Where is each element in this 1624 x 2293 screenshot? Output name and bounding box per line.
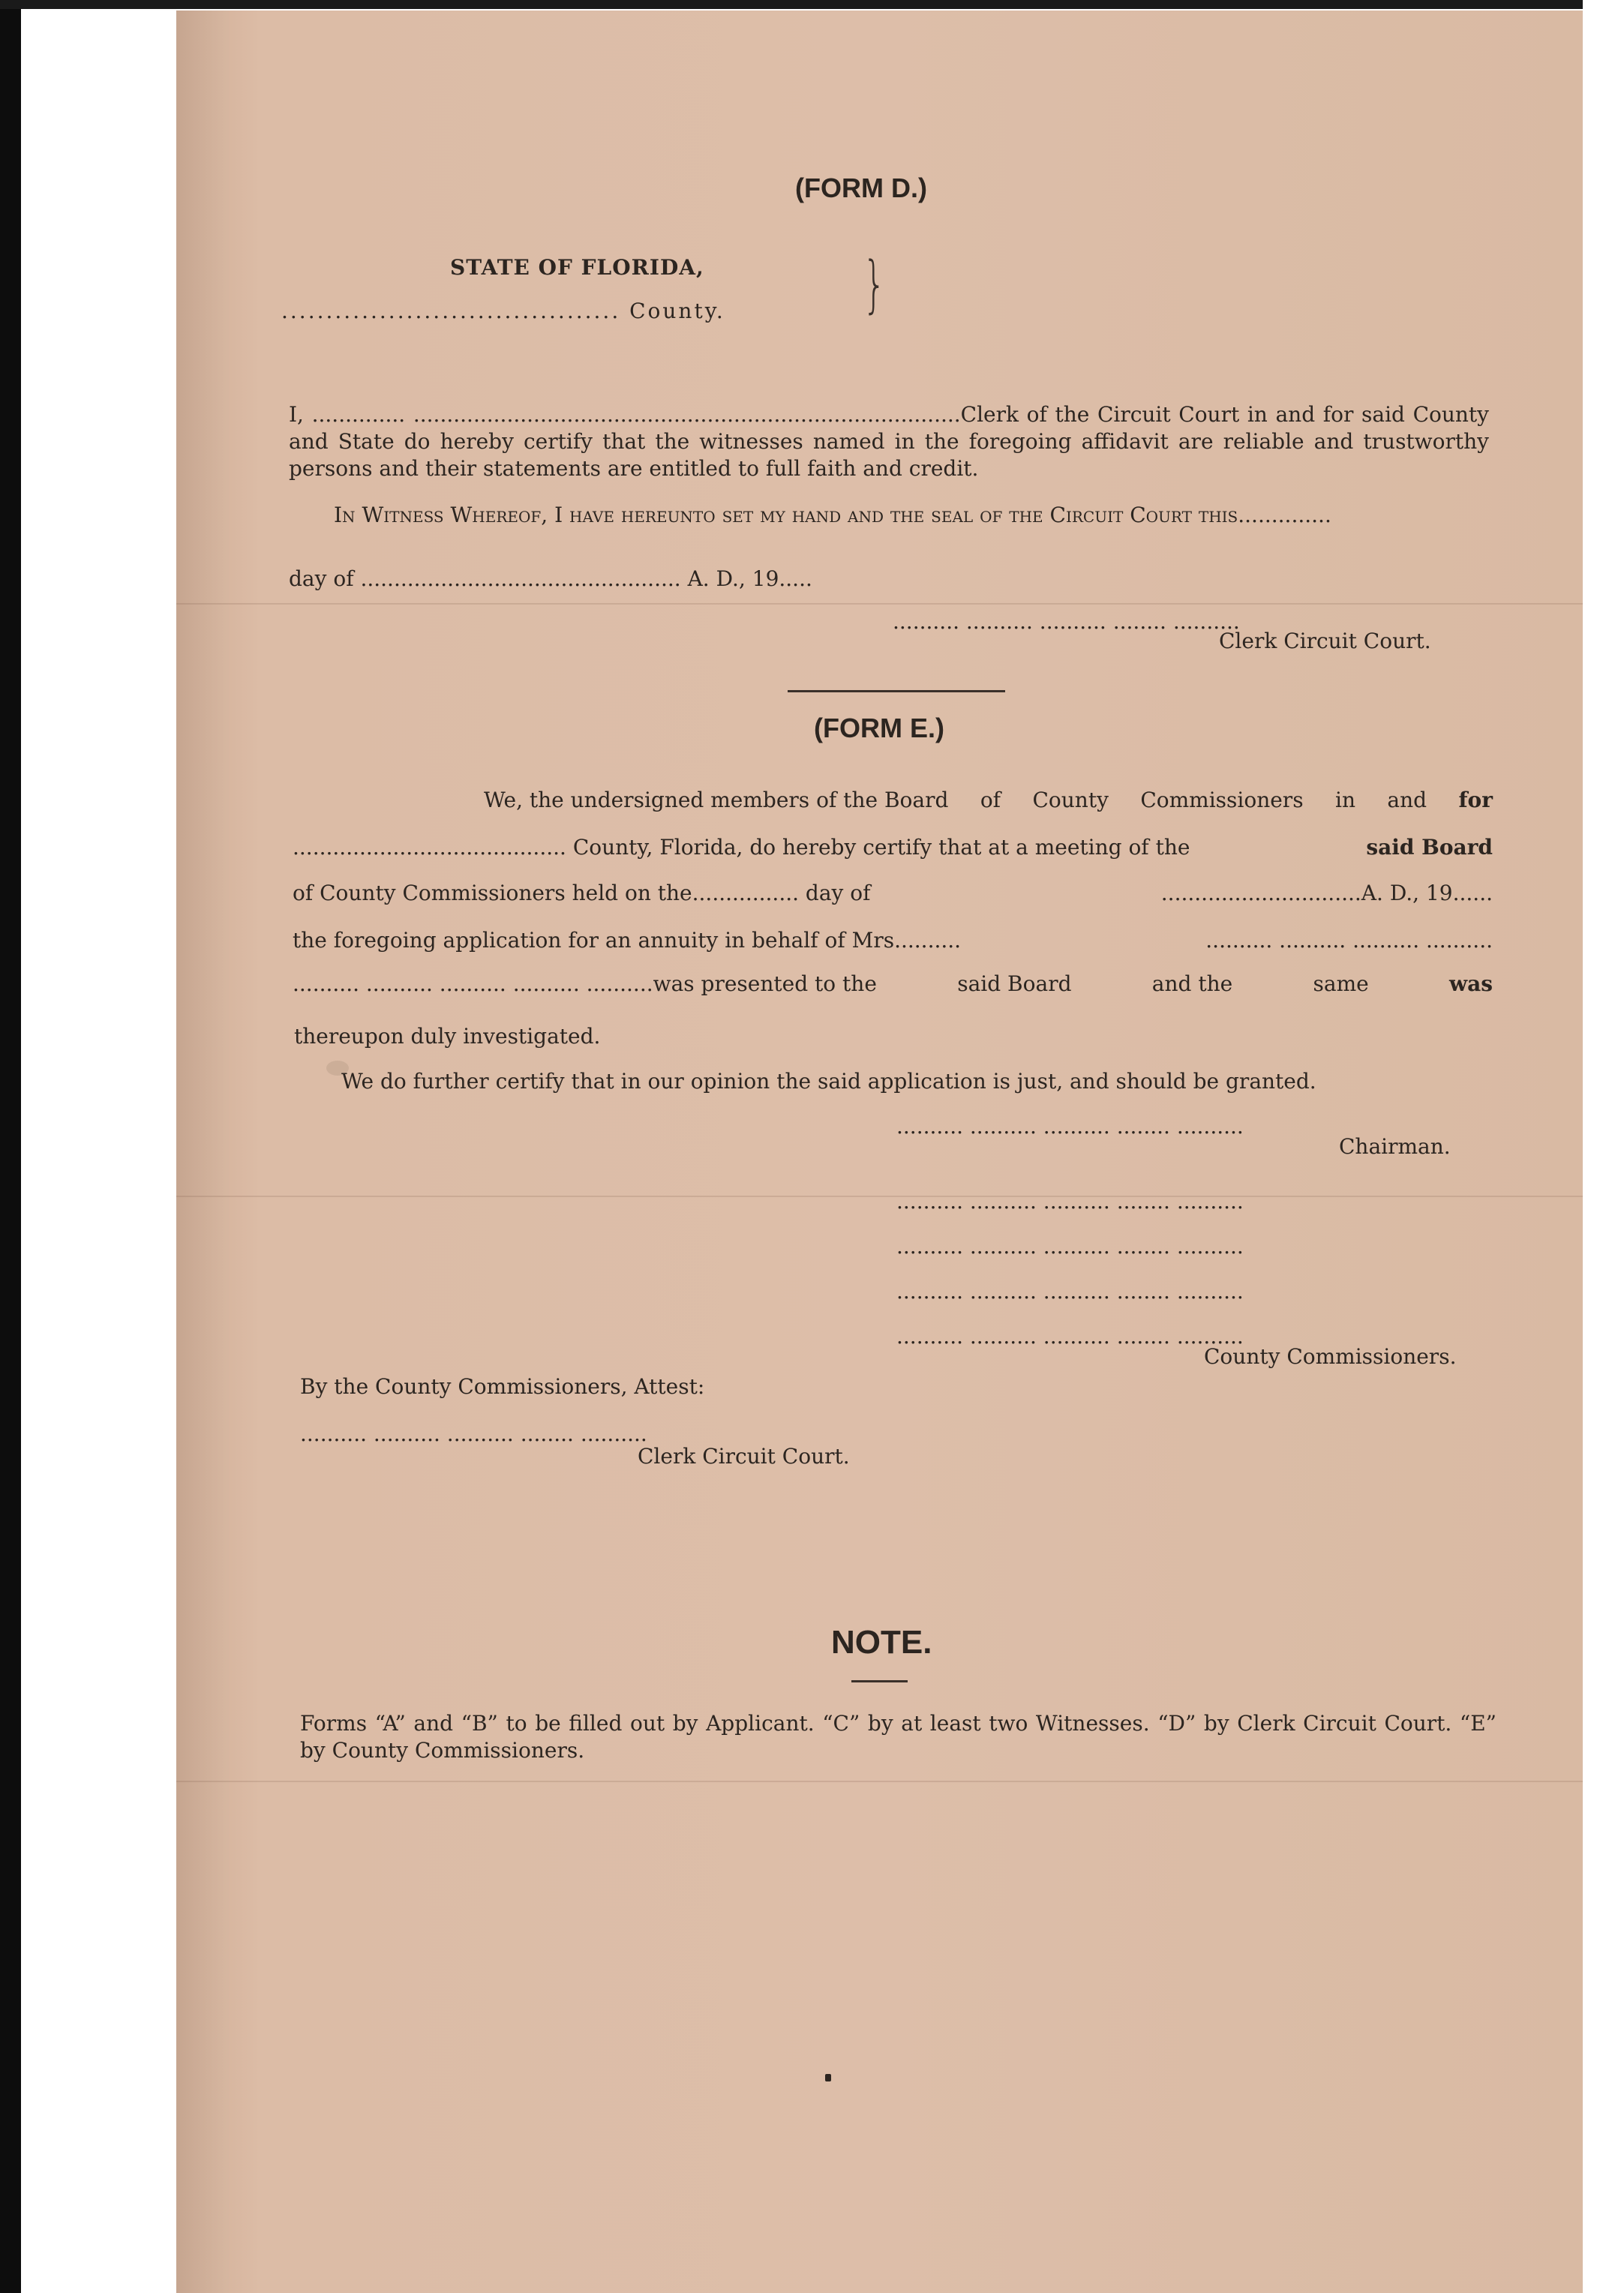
attest-line: By the County Commissioners, Attest: bbox=[300, 1374, 705, 1399]
paper-worn-edge bbox=[176, 11, 229, 2293]
section-divider bbox=[788, 690, 1005, 692]
text-segment: of bbox=[980, 788, 1001, 812]
text-segment: .......... .......... .......... .......... bbox=[1205, 928, 1493, 953]
form-e-line bbox=[484, 788, 1493, 812]
chairman-signature-field[interactable]: .......... .......... .......... ........ .......... bbox=[896, 1114, 1244, 1139]
text-segment: ..............................A. D., 19...... bbox=[1160, 881, 1493, 905]
clerk-signature-caption: Clerk Circuit Court. bbox=[1219, 629, 1431, 653]
text-segment: was bbox=[1448, 971, 1493, 996]
text-segment: County bbox=[1032, 788, 1109, 812]
county-field[interactable]: ...................................... County. bbox=[281, 299, 725, 323]
text-segment: ......................................... County, Florida, do hereby certify that at a meeting of the bbox=[293, 835, 1190, 860]
attest-signature-field[interactable]: .......... .......... .......... ........ .......... bbox=[300, 1421, 647, 1446]
commissioner-signature-field[interactable]: .......... .......... .......... ........ .......... bbox=[896, 1324, 1244, 1349]
note-title: NOTE. bbox=[831, 1624, 932, 1661]
text-segment: and bbox=[1387, 788, 1427, 812]
text-segment: said Board bbox=[957, 971, 1072, 996]
clerk-signature-field[interactable]: .......... .......... .......... ........ .......... bbox=[893, 609, 1240, 634]
brace-symbol: } bbox=[863, 249, 887, 320]
form-e-granted-line: We do further certify that in our opinion the said application is just, and should be granted. bbox=[341, 1069, 1316, 1094]
attest-caption: Clerk Circuit Court. bbox=[638, 1444, 850, 1469]
note-paragraph: Forms “A” and “B” to be filled out by Applicant. “C” by at least two Witnesses. “D” by Clerk Circuit Court. “E” by County Commissioners. bbox=[300, 1711, 1496, 1763]
text-segment: of County Commissioners held on the................ day of bbox=[293, 881, 871, 905]
form-e-title: (FORM E.) bbox=[814, 713, 944, 743]
text-segment: Commissioners bbox=[1140, 788, 1304, 812]
note-divider bbox=[851, 1680, 908, 1682]
text-segment: .......... .......... .......... .......... ..........was presented to the bbox=[293, 971, 877, 996]
witness-whereof-line: In Witness Whereof, I have hereunto set my hand and the seal of the Circuit Court this.............. bbox=[334, 503, 1331, 527]
scan-border bbox=[0, 0, 21, 2293]
text-segment: for bbox=[1458, 788, 1493, 812]
text-segment: We, the undersigned members of the Board bbox=[484, 788, 949, 812]
form-e-meeting-date-line[interactable] bbox=[293, 881, 1493, 905]
text-segment: and the bbox=[1151, 971, 1233, 996]
text-segment: the foregoing application for an annuity in behalf of Mrs.......... bbox=[293, 928, 962, 953]
form-e-county-line[interactable] bbox=[293, 835, 1493, 860]
form-e-investigated-line: thereupon duly investigated. bbox=[294, 1024, 601, 1049]
commissioner-signature-field[interactable]: .......... .......... .......... ........ .......... bbox=[896, 1234, 1244, 1259]
text-segment: same bbox=[1313, 971, 1369, 996]
chairman-caption: Chairman. bbox=[1339, 1134, 1451, 1159]
fold-line bbox=[176, 1781, 1583, 1782]
text-segment: said Board bbox=[1366, 835, 1493, 860]
commissioners-caption: County Commissioners. bbox=[1204, 1344, 1457, 1369]
state-label: STATE OF FLORIDA, bbox=[450, 255, 704, 280]
fold-line bbox=[176, 603, 1583, 605]
form-e-presented-line[interactable] bbox=[293, 971, 1493, 996]
form-d-title: (FORM D.) bbox=[795, 173, 927, 203]
commissioner-signature-field[interactable]: .......... .......... .......... ........ .......... bbox=[896, 1189, 1244, 1214]
fold-line bbox=[176, 1196, 1583, 1197]
certification-paragraph: I, .............. ..................................................................................Clerk of the Circuit Court in and for said County and State do hereby certify that the witnesses named in the foregoing affidavit are reliable and trustworthy persons and their statements are entitled to full faith and credit. bbox=[289, 402, 1489, 481]
date-field[interactable]: day of ................................................ A. D., 19..... bbox=[289, 566, 812, 591]
ink-mark bbox=[825, 2074, 831, 2081]
commissioner-signature-field[interactable]: .......... .......... .......... ........ .......... bbox=[896, 1279, 1244, 1304]
text-segment: in bbox=[1334, 788, 1355, 812]
scan-top-border bbox=[0, 0, 1583, 9]
form-e-applicant-line[interactable] bbox=[293, 928, 1493, 953]
